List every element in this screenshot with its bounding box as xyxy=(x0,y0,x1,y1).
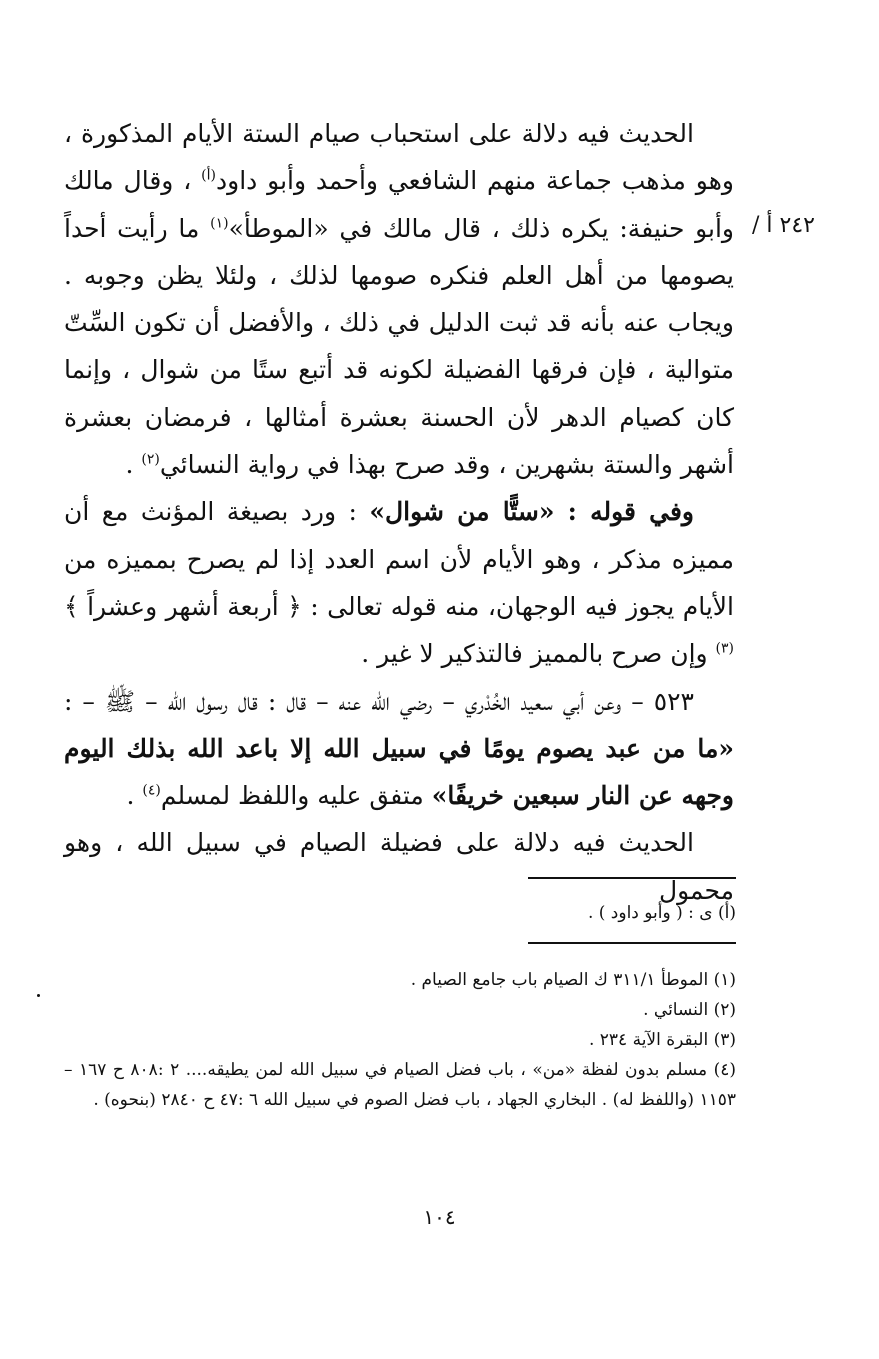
footnote-marker-1: (١) xyxy=(210,215,229,232)
scan-speck xyxy=(37,994,40,997)
variant-marker-a: (أ) xyxy=(201,167,216,184)
footnote-4: (٤) مسلم بدون لفظة «من» ، باب فضل الصيام في سبيل الله لمن يطيقه.... ٢ :٨٠٨ ح ١٦٧ – ١١٥٣ (واللفظ له) . البخاري الجهاد ، باب فضل الصوم في سبيل الله ٦ :٤٧ ح ٢٨٤٠ (بنحوه) . xyxy=(64,1060,737,1110)
variant-note: (أ) ى : ( وأبو داود ) . xyxy=(587,903,736,923)
paragraph-hadith-523: ٥٢٣ – وعن أبي سعيد الخُدْري – رضي الله عنه – قال : قال رسول الله – ﷺ – : «ما من عبد يصوم يومًا في سبيل الله إلا باعد الله بذلك اليوم وجهه عن النار سبعين خريفًا» متفق عليه واللفظ لمسلم$^{(٤)}$ . xyxy=(64,686,734,811)
footnote-2: (٢) النسائي . xyxy=(643,1000,736,1020)
footnote-3: (٣) البقرة الآية ٢٣٤ . xyxy=(588,1030,736,1050)
variant-note-block xyxy=(64,898,736,928)
paragraph-commentary-3: الحديث فيه دلالة على فضيلة الصيام في سبيل الله ، وهو محمول xyxy=(64,828,734,905)
variant-rule xyxy=(528,877,736,879)
footnote-1: (١) الموطأ ٣١١/١ ك الصيام باب جامع الصيام . xyxy=(410,970,736,990)
paragraph-commentary-2: وفي قوله : «ستًّا من شوال» : ورد بصيغة المؤنث مع أن مميزه مذكر ، وهو الأيام لأن اسم العدد إذا لم يصرح بمميزه من الأيام يجوز فيه الوجهان، منه قوله تعالى : ﴿ أربعة أشهر وعشراً ﴾$^{(٣)}$ وإن صرح بالمميز فالتذكير لا غير . xyxy=(64,497,734,669)
footnote-rule xyxy=(528,942,736,944)
footnote-marker-3: (٣) xyxy=(715,640,734,657)
footnote-marker-4: (٤) xyxy=(142,782,161,799)
margin-reference: ٢٤٢ أ / xyxy=(752,213,815,238)
paragraph-commentary-1: الحديث فيه دلالة على استحباب صيام الستة الأيام المذكورة ، وهو مذهب جماعة منهم الشافعي وأحمد وأبو داود$^{(أ)}$ ، وقال مالك وأبو حنيفة: يكره ذلك ، قال مالك في «الموطأ»$^{(١)}$ ما رأيت أحداً يصومها من أهل العلم فنكره صومها لذلك ، ولئلا يظن وجوبه . ويجاب عنه بأنه قد ثبت الدليل في ذلك ، والأفضل أن تكون السِّتّ متوالية ، فإن فرقها الفضيلة لكونه قد أتبع ستًا من شوال ، وإنما كان كصيام الدهر لأن الحسنة بعشرة أمثالها ، فرمضان بعشرة أشهر والستة بشهرين ، وقد صرح بهذا في رواية النسائي$^{(٢)}$ . xyxy=(64,119,734,480)
main-text xyxy=(64,110,734,914)
footnote-marker-2: (٢) xyxy=(141,451,160,468)
page-number: ١٠٤ xyxy=(423,1205,456,1229)
footnotes xyxy=(64,965,736,1115)
